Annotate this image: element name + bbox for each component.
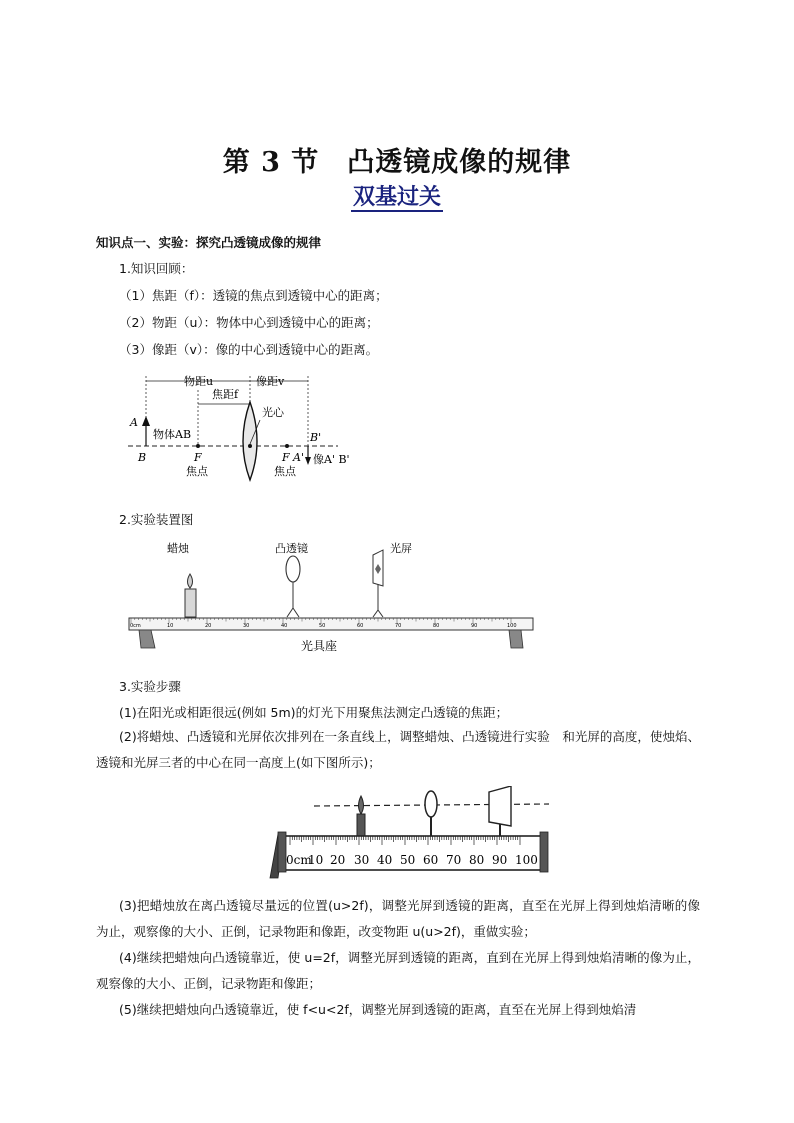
bench-tick-label: 0cm	[130, 623, 141, 629]
screen-shape	[489, 786, 511, 826]
bench-label: 光具座	[301, 639, 338, 653]
lens-imaging-diagram	[120, 368, 370, 483]
bench-post-left	[278, 832, 286, 872]
review-item-image-distance: （3）像距（v）：像的中心到透镜中心的距离。	[119, 342, 379, 357]
focus-right-label: 焦点	[274, 465, 296, 478]
bench-foot-right	[509, 630, 523, 648]
bench-tick-label: 90	[492, 853, 508, 867]
review-item-focal: （1）焦距（f）：透镜的焦点到透镜中心的距离；	[119, 288, 388, 303]
optical-center-label: 光心	[262, 406, 284, 419]
review-item-object-distance: （2）物距（u）：物体中心到透镜中心的距离；	[119, 315, 379, 330]
image-arrow-head	[305, 457, 311, 465]
bench-tick-label: 40	[281, 623, 288, 629]
lens-label: 凸透镜	[275, 542, 308, 555]
page-title	[0, 140, 794, 179]
lens-shape	[425, 791, 437, 817]
label-b-prime: B'	[310, 431, 322, 444]
bench-tick-label: 50	[400, 853, 416, 867]
bench-tick-label: 80	[433, 623, 440, 629]
page-subtitle: 双基过关	[352, 184, 441, 210]
bench-foot-left	[139, 630, 155, 648]
optical-center-dot	[248, 444, 252, 448]
step-3: (3)把蜡烛放在离凸透镜尽量远的位置(u>2f)，调整光屏到透镜的距离，直至在光屏上得到烛焰清晰的像为止，观察像的大小、正倒，记录物距和像距，改变物距 u(u>2f)，重做实验；	[96, 898, 700, 939]
bench-post-right	[540, 832, 548, 872]
bench-tick-label: 60	[357, 623, 364, 629]
label-a-prime: A'	[293, 451, 304, 464]
step-1: (1)在阳光或相距很远(例如 5m)的灯光下用聚焦法测定凸透镜的焦距；	[119, 705, 509, 720]
label-f-left: F	[194, 451, 202, 464]
candle-flame	[188, 574, 193, 588]
step-2: (2)将蜡烛、凸透镜和光屏依次排列在一条直线上，调整蜡烛、凸透镜进行实验 和光屏的高度，使烛焰、透镜和光屏三者的中心在同一高度上(如下图所示)；	[96, 729, 700, 770]
bench-tick-label: 50	[319, 623, 326, 629]
convex-lens-shape	[243, 402, 257, 480]
focal-length-label: 焦距f	[212, 388, 239, 401]
candle-flame	[359, 796, 364, 814]
knowledge-point-heading: 知识点一、实验：探究凸透镜成像的规律	[96, 235, 322, 250]
label-b: B	[138, 451, 147, 464]
section-number: 第 3 节	[222, 147, 320, 178]
candle-label: 蜡烛	[167, 542, 189, 555]
bench-tick-label: 30	[354, 853, 370, 867]
bench-tick-label: 40	[377, 853, 393, 867]
candle-body	[185, 589, 196, 617]
bench-tick-label: 100	[515, 853, 538, 867]
optical-bench-diagram	[125, 538, 540, 658]
bench-tick-label: 100	[507, 623, 517, 629]
focus-left-dot	[196, 444, 200, 448]
steps-title: 3.实验步骤	[119, 679, 181, 694]
focus-left-label: 焦点	[186, 465, 208, 478]
screen-label: 光屏	[390, 542, 412, 555]
bench-tick-label: 70	[446, 853, 462, 867]
bench-tick-label: 0cm	[286, 853, 312, 867]
bench-tick-label: 10	[308, 853, 324, 867]
focus-right-dot	[285, 444, 289, 448]
image-distance-label: 像距v	[256, 375, 285, 388]
bench-tick-label: 70	[395, 623, 402, 629]
setup-title: 2.实验装置图	[119, 512, 194, 527]
candle-body	[357, 814, 365, 836]
bench-tick-label: 90	[471, 623, 478, 629]
lens-stand-leg	[293, 608, 299, 617]
lens-stand-leg	[287, 608, 293, 617]
bench-tick-label: 20	[330, 853, 346, 867]
object-arrow-head	[142, 416, 150, 426]
bench-tick-label: 80	[469, 853, 485, 867]
bench-tick-label: 60	[423, 853, 439, 867]
bench-tick-label: 10	[167, 623, 174, 629]
label-a: A	[130, 416, 138, 429]
center-alignment-diagram	[264, 786, 558, 882]
step-5: (5)继续把蜡烛向凸透镜靠近，使 f<u<2f，调整光屏到透镜的距离，直至在光屏上得到烛焰清	[119, 1002, 637, 1017]
screen-stand-leg	[378, 610, 383, 617]
label-f-right: F	[282, 451, 290, 464]
image-label: 像A' B'	[313, 453, 350, 466]
lens-shape	[286, 556, 300, 582]
object-label: 物体AB	[153, 428, 192, 441]
object-distance-label: 物距u	[184, 375, 214, 388]
bench-tick-label: 30	[243, 623, 250, 629]
screen-stand-leg	[373, 610, 378, 617]
bench-tick-label: 20	[205, 623, 212, 629]
step-4: (4)继续把蜡烛向凸透镜靠近，使 u=2f，调整光屏到透镜的距离，直到在光屏上得到烛焰清晰的像为止，观察像的大小、正倒，记录物距和像距；	[96, 950, 700, 991]
review-title: 1.知识回顾：	[119, 261, 194, 276]
section-title: 凸透镜成像的规律	[347, 147, 572, 178]
